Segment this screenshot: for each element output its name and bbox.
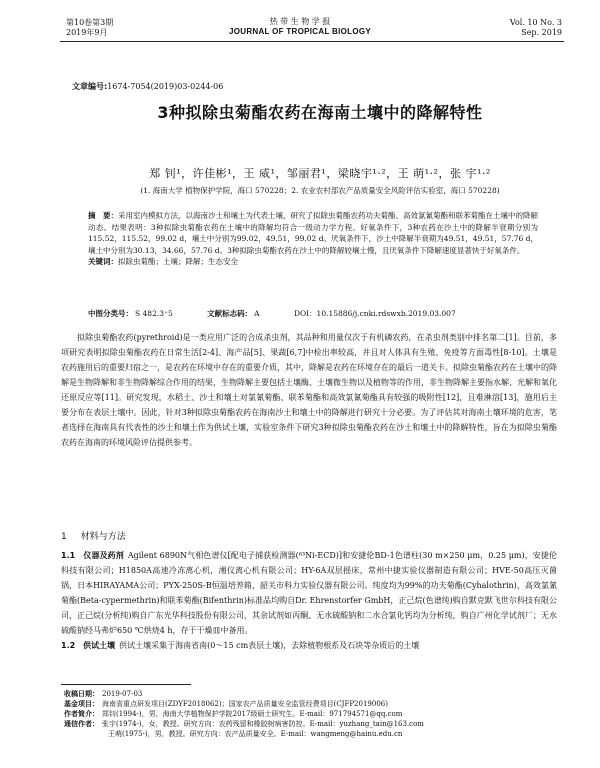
subsection-1-1-text: Agilent 6890N气相色谱仪[配电子捕获检测器(⁶³Ni-ECD)]和安捷伦BD-1色谱柱(30 m×250 μm，0.25 μm)，安捷伦科技有限公司；H1850A高速冷冻离心机，湘仪离心机有限公司；HY-6A双层摇床，常州中捷实验仪器制造有限公司；HVE-50高压灭菌锅，日本HIRAYAMA公司；PYX-250S-B恒温培养箱，韶关市科力实验仪器有限公司。纯度均为99%的功夫菊酯(Cyhalothrin)，高效氯氰菊酯(Beta-cypermethrin)和联苯菊酯(Bifenthrin)标准品均购自Dr. Ehrenstorfer GmbH，正己烷(色谱纯)购自默克默飞世尔科技有限公司，正己烷(分析纯)购自广东光华科技股份有限公司，其余试剂如丙酮、无水硫酸钠和二水合氯化钙均为分析纯，购自广州化学试剂厂；无水硫酸钠经马弗炉650 ℃烘烧4 h，存于干燥皿中备用。 bbox=[61, 551, 558, 635]
date-en: Sep. 2019 bbox=[521, 28, 562, 37]
footnote-text: 海南省重点研发项目(ZDYF2018062)；国家农产品质量安全监管经费项目(CJFP2019006) bbox=[102, 700, 388, 708]
article-number bbox=[72, 81, 223, 92]
footnote-divider bbox=[61, 684, 191, 685]
journal-name-en: JOURNAL OF TROPICAL BIOLOGY bbox=[228, 27, 372, 36]
subsection-1-1-label: 1.1 仪器及药剂 bbox=[61, 551, 124, 560]
footnote-text: 张宇(1974-)，女，教授。研究方向：农药残留和橡胶树病害防控。E-mail：yuzhang_tain@163.com bbox=[102, 720, 424, 728]
journal-name-cn: 热 带 生 物 学 报 bbox=[269, 17, 331, 26]
volume-en: Vol. 10 No. 3 bbox=[509, 18, 562, 27]
author-list: 郑 钊¹，许佳彬¹，王 威¹，邹丽君¹，梁晓宇¹·²，王 萌¹·²，张 宇¹·² bbox=[149, 167, 491, 180]
document-code-value: A bbox=[254, 309, 260, 318]
section-number: 1 bbox=[61, 532, 67, 542]
header-divider bbox=[60, 41, 564, 42]
clc-label: 中图分类号： bbox=[88, 309, 133, 318]
footnote-text: 王萌(1975-)，男，教授。研究方向：农产品质量安全。E-mail：wangmeng@hainu.edu.cn bbox=[108, 730, 403, 738]
subsection-1-1 bbox=[61, 548, 557, 653]
journal-name bbox=[180, 17, 420, 37]
footnotes bbox=[64, 689, 564, 739]
footnote-label: 基金项目： bbox=[64, 700, 99, 708]
abstract-block bbox=[88, 210, 538, 268]
document-code bbox=[207, 308, 259, 319]
running-header-issue bbox=[66, 18, 113, 38]
footnote-label: 作者简介： bbox=[64, 710, 99, 718]
section-title: 材料与方法 bbox=[80, 532, 126, 542]
running-header-volume bbox=[510, 18, 562, 38]
document-code-label: 文献标志码： bbox=[207, 309, 253, 318]
footnote-corresponding-2 bbox=[64, 729, 564, 739]
affiliation: (1. 海南大学 植物保护学院，海口 570228；2. 农业农村部农产品质量安全风险评估实验室，海口 570228) bbox=[140, 186, 500, 195]
subsection-1-2-text: 供试土壤采集于海南省南(0～15 cm表层土壤)，去除植物根系及石块等杂质后的土壤 bbox=[119, 641, 420, 650]
subsection-1-2-label: 1.2 供试土壤 bbox=[61, 641, 116, 650]
abstract bbox=[88, 210, 538, 256]
classification-line bbox=[88, 308, 548, 319]
article-number-value: 1674-7054(2019)03-0244-06 bbox=[107, 82, 224, 91]
footnote-text: 郑钊(1994-)，男，海南大学植物保护学院2017级硕士研究生。E-mail：971794571@qq.com bbox=[102, 710, 403, 718]
keywords-text: 拟除虫菊酯；土壤；降解；生态安全 bbox=[118, 257, 238, 266]
footnote-label: 通信作者： bbox=[64, 720, 99, 728]
publication-date: 2019年9月 bbox=[66, 28, 108, 37]
clc-value: S 482.3⁺5 bbox=[135, 309, 173, 318]
footnote-corresponding bbox=[64, 719, 564, 729]
footnote-received bbox=[64, 689, 564, 699]
keywords bbox=[88, 256, 538, 268]
article-number-label: 文章编号: bbox=[72, 82, 108, 91]
introduction-paragraph: 拟除虫菊酯农药(pyrethroid)是一类应用广泛的合成杀虫剂，其品种和用量仅次于有机磷农药，在杀虫剂类别中排名第二[1]。目前，多项研究表明拟除虫菊酯农药在日常生活[2-4]、海产品[5]、果蔬[6,7]中检出率较高，并且对人体具有生殖、免疫等方面毒性[8-10]。土壤是农药施用后的重要归宿之一，是农药在环境中存在的重要介质，其中，降解是农药在环境存在的最后一道关卡。拟除虫菊酯农药在土壤中的降解是生物降解和非生物降解综合作用的结果，生物降解主要包括土壤酶、土壤微生物以及植物等的作用，非生物降解主要指水解、光解和氧化还原反应等[11]。研究发现，水稻土、沙土和壤土对氯氰菊酯、联苯菊酯和高效氯氰菊酯具有较强的吸附性[12]，且难淋溶[13]，施用后主要分布在表层土壤中。因此，针对3种拟除虫菊酯农药在海南沙土和壤土中的降解进行研究十分必要。为了评估其对海南土壤环境的危害，笔者选择在海南具有代表性的沙土和壤土作为供试土壤，实验室条件下研究3种拟除虫菊酯农药在沙土和壤土中的降解特性，旨在为拟除虫菊酯农药在海南的环境风险评估提供参考。 bbox=[61, 333, 557, 447]
doi: DOI：10.15886/j.cnki.rdswxb.2019.03.007 bbox=[293, 309, 456, 318]
clc-number bbox=[88, 308, 173, 319]
footnote-text: 2019-07-03 bbox=[102, 690, 143, 698]
volume-issue: 第10卷第3期 bbox=[66, 18, 114, 27]
section-heading bbox=[61, 529, 140, 542]
footnote-author-bio bbox=[64, 709, 564, 719]
abstract-label: 摘 要： bbox=[88, 211, 118, 220]
subsection-1-2 bbox=[61, 638, 557, 653]
paper-title: 3种拟除虫菊酯农药在海南土壤中的降解特性 bbox=[157, 103, 483, 122]
abstract-text: 采用室内模拟方法，以海南沙土和壤土为代表土壤，研究了拟除虫菊酯农药功夫菊酯、高效氯氰菊酯和联苯菊酯在土壤中的降解动态。结果表明：3种拟除虫菊酯农药在土壤中的降解均符合一级动力学方程。好氧条件下，3种农药在沙土中的降解半衰期分别为115.52，115.52，99.02 d，壤土中分别为99.02，49.51，99.02 d。厌氧条件下，沙土中降解半衰期为49.51，49.51，57.76 d，壤土中分别为30.13，34.66，57.76 d。3种拟除虫菊酯农药在沙土中的降解较壤土慢，且厌氧条件下降解速度显著快于好氧条件。 bbox=[88, 211, 538, 255]
keywords-label: 关键词： bbox=[88, 257, 118, 266]
footnote-label: 收稿日期： bbox=[64, 690, 99, 698]
footnote-funding bbox=[64, 699, 564, 709]
